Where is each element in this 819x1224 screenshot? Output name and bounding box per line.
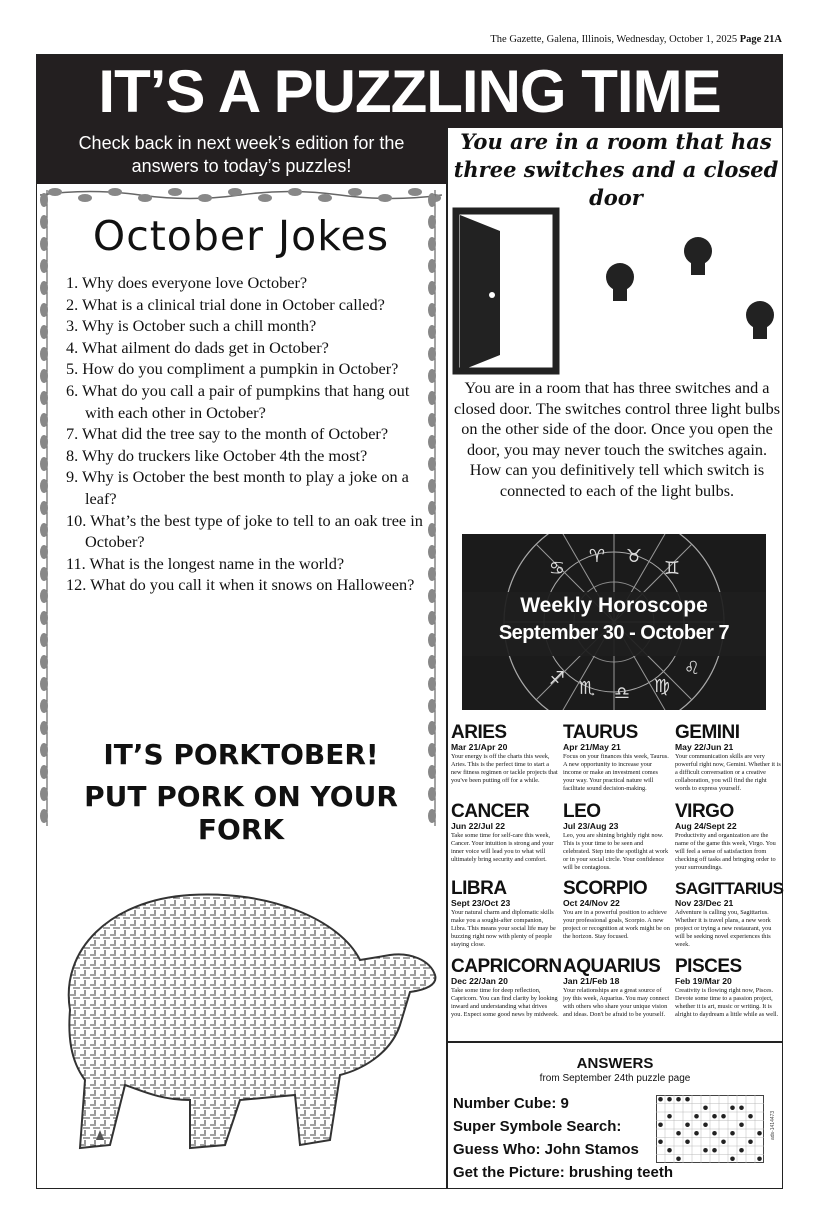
sign-dates: Nov 23/Dec 21	[675, 898, 734, 908]
pig-maze-icon	[40, 860, 440, 1180]
joke-item: 8. Why do truckers like October 4th the most?	[66, 445, 368, 465]
joke-item: 3. Why is October such a chill month?	[66, 316, 317, 336]
sign-text: Your communication skills are very powerful right now, Gemini. Whether it is a difficult conversation or a creative collaboration, you will find the right words to express yourself.	[675, 753, 781, 792]
joke-item: 4. What ailment do dads get in October?	[66, 337, 329, 357]
svg-text:♎: ♎	[613, 683, 631, 704]
sign-text: Focus on your finances this week, Taurus. A new opportunity to increase your income or make an investment comes your way. Your practical nature will facilitate sound decision-making.	[563, 753, 669, 792]
sign-name: CANCER	[451, 801, 530, 822]
sign-aries	[451, 723, 559, 785]
porktober-heading: IT’S PORKTOBER!	[103, 738, 379, 771]
sign-pisces	[675, 957, 783, 1019]
horoscope-title-box	[462, 592, 766, 656]
light-bulb-icon	[606, 263, 634, 301]
sign-name: VIRGO	[675, 801, 734, 822]
sign-dates: Mar 21/Apr 20	[451, 742, 508, 752]
sign-name: GEMINI	[675, 722, 740, 743]
room-title-line-1: You are in a room that has	[460, 129, 772, 154]
sign-dates: Sept 23/Oct 23	[451, 898, 511, 908]
joke-item: 7. What did the tree say to the month of October?	[66, 424, 389, 444]
open-door-icon	[456, 211, 556, 371]
light-bulb-icon	[746, 301, 774, 339]
subtitle-line-2: answers to today’s puzzles!	[131, 156, 352, 176]
joke-item: 6. What do you call a pair of pumpkins that hang out with each other in October?	[66, 380, 410, 422]
answer-symbol-search: Super Symbole Search:	[453, 1118, 622, 1135]
sign-name: SAGITTARIUS	[675, 879, 784, 898]
joke-item: 10. What’s the best type of joke to tell to an oak tree in October?	[66, 510, 423, 552]
answers-subtitle: from September 24th puzzle page	[539, 1073, 691, 1084]
sign-dates: Dec 22/Jan 20	[451, 976, 508, 986]
sign-dates: Jul 23/Aug 23	[563, 821, 619, 831]
sign-taurus	[563, 723, 671, 793]
subtitle-line-1: Check back in next week’s edition for the	[78, 133, 405, 153]
joke-item: 1. Why does everyone love October?	[66, 273, 308, 292]
porktober-slogan: PUT PORK ON YOUR FORK	[84, 780, 398, 846]
sign-text: Productivity and organization are the name of the game this week, Virgo. You will feel a sense of satisfaction from checking off tasks and bringing order to your surroundings.	[675, 832, 776, 871]
joke-item: 2. What is a clinical trial done in October called?	[66, 294, 385, 314]
sign-leo	[563, 802, 671, 872]
page-header	[440, 34, 782, 45]
sign-name: ARIES	[451, 722, 507, 743]
ad-code: ads-1414473	[770, 1110, 776, 1140]
sign-name: LEO	[563, 801, 601, 822]
light-bulb-icon	[684, 237, 712, 275]
page-number: Page 21A	[739, 34, 782, 45]
sign-name: SCORPIO	[563, 878, 648, 899]
room-puzzle-title	[450, 128, 782, 212]
sign-text: Your natural charm and diplomatic skills make you a sought-after companion, Libra. This means your social life may be buzzing right now with plenty of people staying close.	[451, 909, 556, 948]
sign-sagittarius	[675, 879, 784, 949]
answer-number-cube: Number Cube: 9	[453, 1095, 569, 1112]
sign-dates: May 22/Jun 21	[675, 742, 734, 752]
sign-name: PISCES	[675, 956, 742, 977]
svg-text:♊: ♊	[663, 558, 681, 579]
sign-name: TAURUS	[563, 722, 638, 743]
sign-text: Adventure is calling you, Sagittarius. Whether it is travel plans, a new work project or trying a new restaurant, you will be seeking novel experiences this week.	[675, 909, 772, 948]
joke-item: 9. Why is October the best month to play a joke on a leaf?	[66, 467, 409, 508]
sign-text: Your relationships are a great source of joy this week, Aquarius. You may connect with others who share your unique vision and ideas. Don't be afraid to be yourself.	[563, 987, 670, 1018]
jokes-title: October Jokes	[92, 212, 390, 260]
sign-aquarius	[563, 957, 671, 1019]
room-puzzle-text: You are in a room that has three switches and a closed door. The switches control three light bulbs on the other side of the door. Once you open the door, you may never touch the switches again. How can you definitively tell which switch is connected to each of the light bulbs.	[453, 379, 781, 500]
sign-cancer	[451, 802, 559, 864]
svg-text:♌: ♌	[683, 658, 701, 679]
svg-text:♍: ♍	[653, 676, 671, 697]
svg-text:♐: ♐	[548, 668, 566, 689]
sign-libra	[451, 879, 559, 949]
sign-scorpio	[563, 879, 671, 941]
answer-get-the-picture: Get the Picture: brushing teeth	[453, 1164, 674, 1181]
header-line: The Gazette, Galena, Illinois, Wednesday, October 1, 2025	[490, 34, 738, 45]
sign-name: CAPRICORN	[451, 956, 562, 977]
leaf-vine-border-left-icon	[40, 190, 54, 826]
sign-dates: Aug 24/Sept 22	[675, 821, 737, 831]
sign-dates: Apr 21/May 21	[563, 742, 621, 752]
sign-dates: Jun 22/Jul 22	[451, 821, 505, 831]
symbol-search-grid-icon	[656, 1095, 764, 1163]
answers-title: ANSWERS	[576, 1055, 654, 1072]
leaf-vine-border-top-icon	[40, 186, 442, 204]
sign-dates: Jan 21/Feb 18	[563, 976, 620, 986]
sign-text: Your energy is off the charts this week, Aries. This is the perfect time to start a new fitness regimen or tackle projects that you've been putting off for a while.	[451, 753, 558, 784]
svg-text:♋: ♋	[548, 558, 566, 579]
room-illustration	[450, 205, 782, 375]
sign-text: Creativity is flowing right now, Pisces. Devote some time to a passion project, whether it is art, music or writing. It is alright to daydream a little while as well.	[675, 987, 779, 1018]
sign-virgo	[675, 802, 783, 872]
jokes-list	[66, 272, 426, 596]
sign-capricorn	[451, 956, 562, 1019]
column-divider	[446, 128, 448, 1188]
horoscope-dates: September 30 - October 7	[498, 622, 730, 644]
sign-dates: Feb 19/Mar 20	[675, 976, 732, 986]
horoscope-title: Weekly Horoscope	[520, 594, 708, 617]
svg-text:♏: ♏	[578, 678, 596, 699]
leaf-vine-border-right-icon	[428, 190, 442, 826]
sign-name: AQUARIUS	[563, 956, 661, 977]
svg-text:♉: ♉	[625, 546, 643, 567]
sign-name: LIBRA	[451, 878, 507, 899]
joke-item: 11. What is the longest name in the world?	[66, 553, 345, 573]
joke-item: 5. How do you compliment a pumpkin in October?	[66, 359, 399, 379]
room-title-line-2: three switches and a closed door	[453, 157, 779, 210]
section-divider	[447, 1041, 783, 1043]
page-title: IT’S A PUZZLING TIME	[37, 55, 782, 128]
sign-text: You are in a powerful position to achieve your professional goals, Scorpio. A new project or recognition at work might be on the horizon. Stay focused.	[563, 909, 670, 940]
answer-guess-who: Guess Who: John Stamos	[453, 1141, 639, 1158]
svg-text:♈: ♈	[588, 546, 606, 567]
joke-item: 12. What do you call it when it snows on Halloween?	[66, 575, 415, 595]
sign-text: Take some time for self-care this week, Cancer. Your intuition is strong and your inner voice will lead you to what will ultimately bring security and comfort.	[451, 832, 554, 863]
sign-gemini	[675, 723, 783, 793]
sign-text: Take some time for deep reflection, Capricorn. You can find clarity by looking inward and understanding what drives you. Expect some good news by midweek.	[451, 987, 559, 1018]
sign-dates: Oct 24/Nov 22	[563, 898, 620, 908]
sign-text: Leo, you are shining brightly right now. This is your time to be seen and celebrated. Step into the spotlight at work or in your social circle. Your confidence will be contagious.	[563, 832, 669, 871]
subtitle-bar	[37, 128, 446, 184]
